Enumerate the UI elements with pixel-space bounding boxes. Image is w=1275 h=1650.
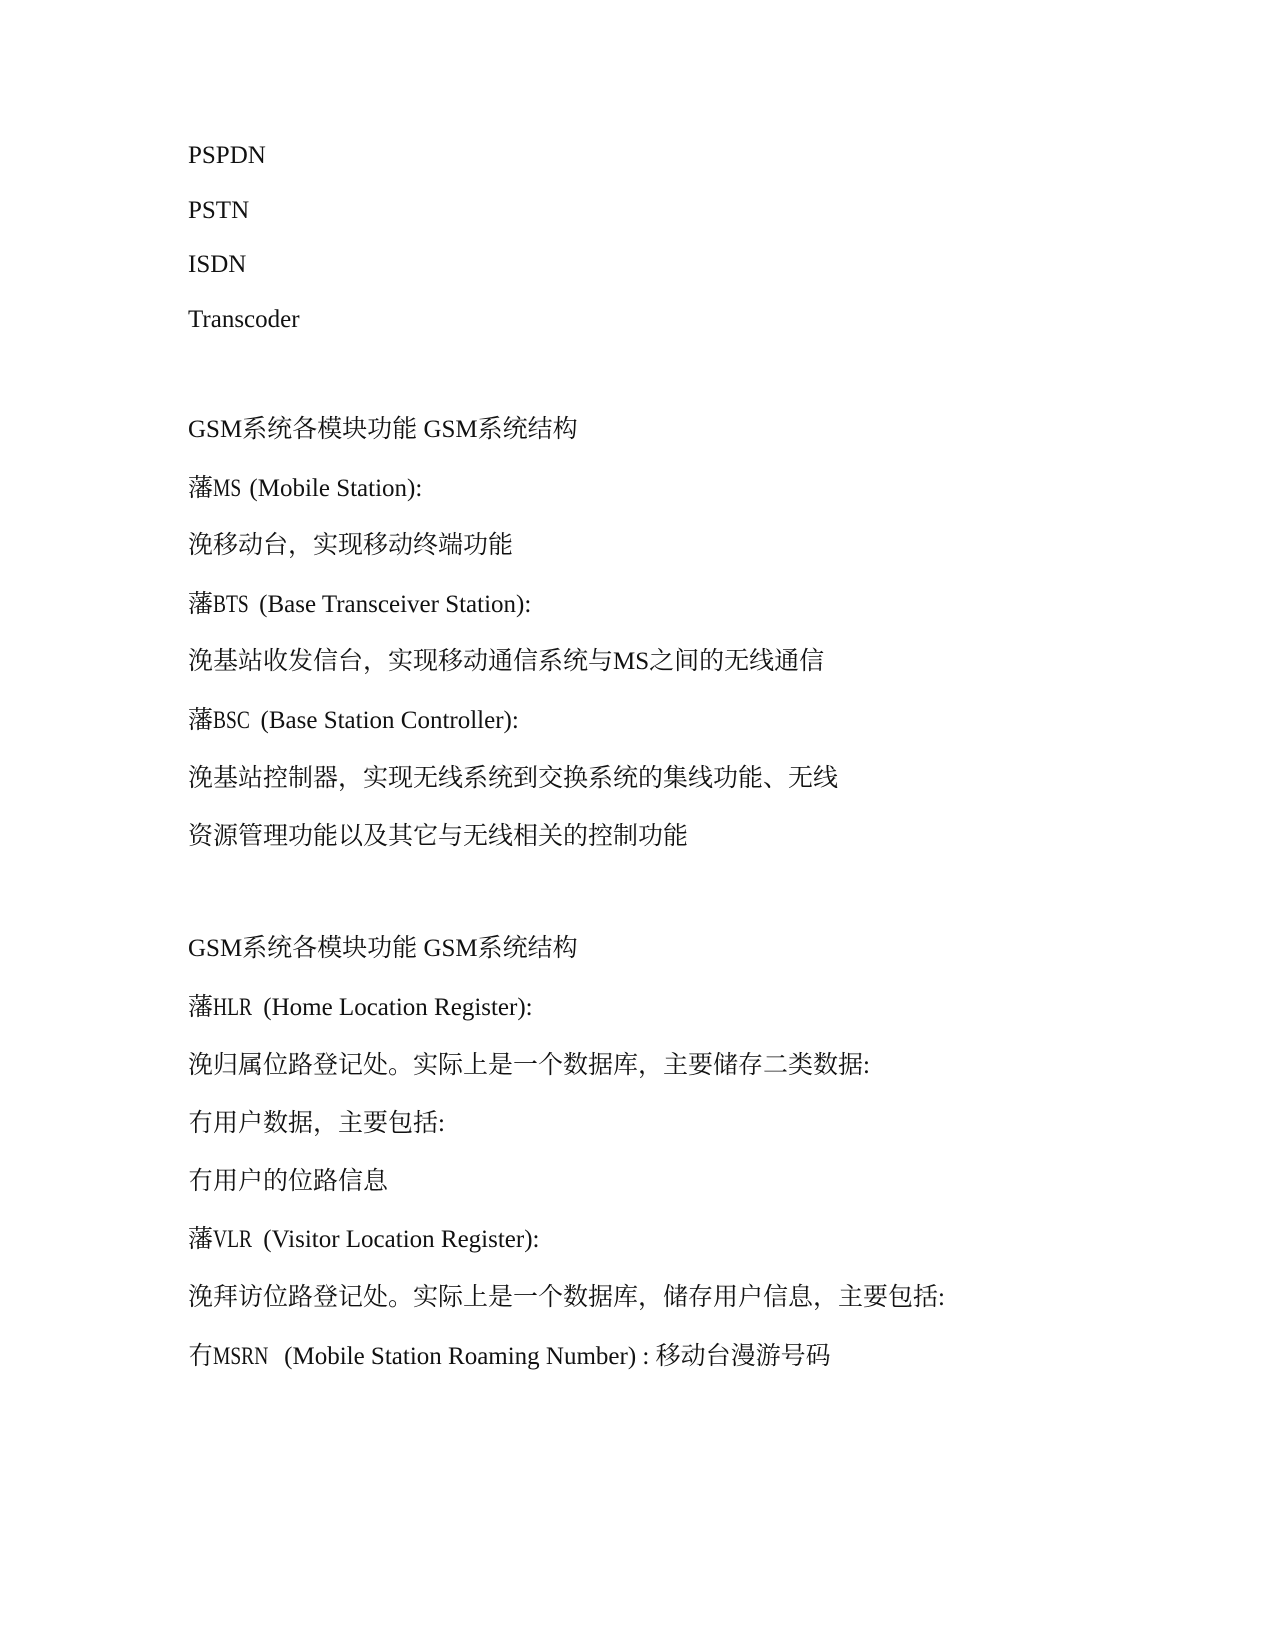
bullet-marker: 藩 (188, 707, 214, 734)
detail-text: 基站控制器，实现无线系统到交换系统的集线功能、无线 (213, 765, 839, 792)
sub-sub-bullet-marker: 冇 (188, 1110, 214, 1137)
detail-text: 归属位路登记处。实际上是一个数据库，主要储存二类数据: (213, 1052, 870, 1079)
item-abbr: MSRN (213, 1343, 269, 1370)
detail-text: 用户的位路信息 (213, 1168, 389, 1195)
item-desc: (Visitor Location Register): (257, 1226, 540, 1253)
line-text: PSTN (188, 197, 250, 224)
sub-sub-bullet-marker: 冇 (188, 1343, 214, 1370)
text-line-transcoder (188, 305, 300, 335)
item-abbr: MS (213, 475, 242, 502)
item-desc: (Mobile Station): (243, 475, 423, 502)
detail-text: 拜访位路登记处。实际上是一个数据库，储存用户信息，主要包括: (213, 1284, 945, 1311)
line-text: PSPDN (188, 142, 266, 169)
item-bsc-detail (188, 764, 838, 794)
item-vlr-detail (188, 1283, 945, 1313)
line-text: ISDN (188, 251, 247, 278)
sub-bullet-marker: 浼 (188, 532, 214, 559)
bullet-marker: 藩 (188, 1226, 214, 1253)
item-bts-detail (188, 647, 824, 677)
item-vlr (188, 1225, 539, 1255)
item-hlr-sub-1 (188, 1109, 445, 1139)
item-bsc-detail-cont (188, 822, 688, 852)
text-line-pstn (188, 196, 249, 226)
item-bts (188, 590, 531, 620)
item-msrn (188, 1342, 831, 1372)
item-desc: (Base Station Controller): (254, 707, 519, 734)
detail-text: 基站收发信台，实现移动通信系统与MS之间的无线通信 (213, 648, 825, 675)
detail-text: 用户数据，主要包括: (213, 1110, 445, 1137)
item-desc: (Home Location Register): (257, 994, 533, 1021)
sub-bullet-marker: 浼 (188, 1052, 214, 1079)
sub-bullet-marker: 浼 (188, 765, 214, 792)
item-desc: (Mobile Station Roaming Number) : 移动台漫游号码 (277, 1343, 831, 1370)
item-hlr (188, 993, 533, 1023)
heading-text: GSM系统各模块功能 GSM系统结构 (188, 416, 578, 443)
item-desc: (Base Transceiver Station): (252, 591, 532, 618)
detail-text: 移动台，实现移动终端功能 (213, 532, 514, 559)
bullet-marker: 藩 (188, 591, 214, 618)
item-abbr: BTS (213, 591, 249, 618)
bullet-marker: 藩 (188, 475, 214, 502)
section-heading-1 (188, 415, 578, 445)
item-hlr-sub-2 (188, 1167, 388, 1197)
item-abbr: BSC (213, 707, 250, 734)
sub-bullet-marker: 浼 (188, 648, 214, 675)
line-text: Transcoder (188, 306, 300, 333)
heading-text: GSM系统各模块功能 GSM系统结构 (188, 935, 578, 962)
section-heading-2 (188, 934, 578, 964)
detail-text: 资源管理功能以及其它与无线相关的控制功能 (188, 823, 689, 850)
text-line-pspdn (188, 141, 266, 171)
sub-sub-bullet-marker: 冇 (188, 1168, 214, 1195)
item-hlr-detail (188, 1051, 870, 1081)
item-ms (188, 474, 422, 504)
item-bsc (188, 706, 519, 736)
item-ms-detail (188, 531, 513, 561)
bullet-marker: 藩 (188, 994, 214, 1021)
item-abbr: VLR (213, 1226, 253, 1253)
text-line-isdn (188, 250, 246, 280)
sub-bullet-marker: 浼 (188, 1284, 214, 1311)
item-abbr: HLR (213, 994, 253, 1021)
